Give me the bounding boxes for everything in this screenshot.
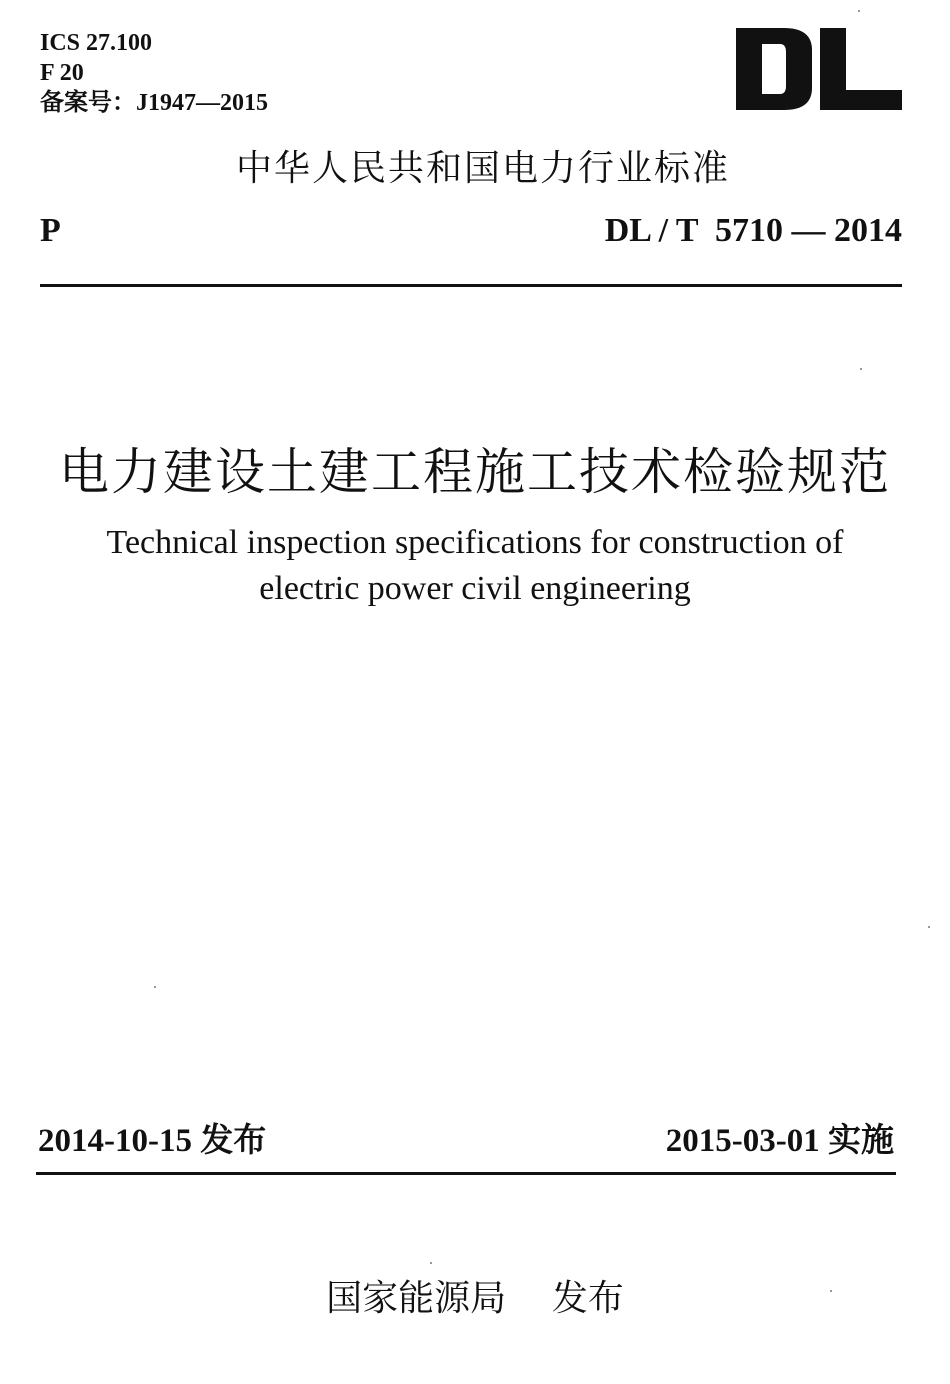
scan-speck <box>858 10 860 12</box>
category-letter: P <box>40 212 61 249</box>
title-english-line-1: Technical inspection specifications for construction of <box>106 524 844 561</box>
issue-label: 发布 <box>200 1120 267 1159</box>
ccs-code: F 20 <box>40 60 84 86</box>
header-divider <box>40 284 902 287</box>
title-english-line-2: electric power civil engineering <box>259 570 691 607</box>
scan-speck <box>430 1262 432 1264</box>
record-number: 备案号：J1947—2015 <box>40 90 268 116</box>
implement-date: 2015-03-01 <box>665 1123 820 1159</box>
ics-code: ICS 27.100 <box>40 30 153 56</box>
standard-body: 中华人民共和国电力行业标准 <box>236 148 731 189</box>
publisher-action: 发布 <box>551 1278 624 1319</box>
implement-date-row <box>666 1114 894 1161</box>
scan-speck <box>830 1290 832 1292</box>
publisher-name: 国家能源局 <box>326 1278 507 1319</box>
publisher-line <box>0 1270 950 1321</box>
title-chinese: 电力建设土建工程施工技术检验规范 <box>59 443 891 501</box>
footer-divider <box>36 1172 896 1175</box>
implement-label: 实施 <box>828 1120 894 1159</box>
issue-date-row <box>38 1114 266 1161</box>
scan-speck <box>928 926 930 928</box>
standard-number: DL / T 5710 — 2014 <box>604 212 902 249</box>
issue-date: 2014-10-15 <box>38 1123 192 1159</box>
title-english <box>0 520 950 612</box>
dl-logo <box>736 28 902 110</box>
scan-speck <box>860 368 862 370</box>
scan-speck <box>154 986 156 988</box>
